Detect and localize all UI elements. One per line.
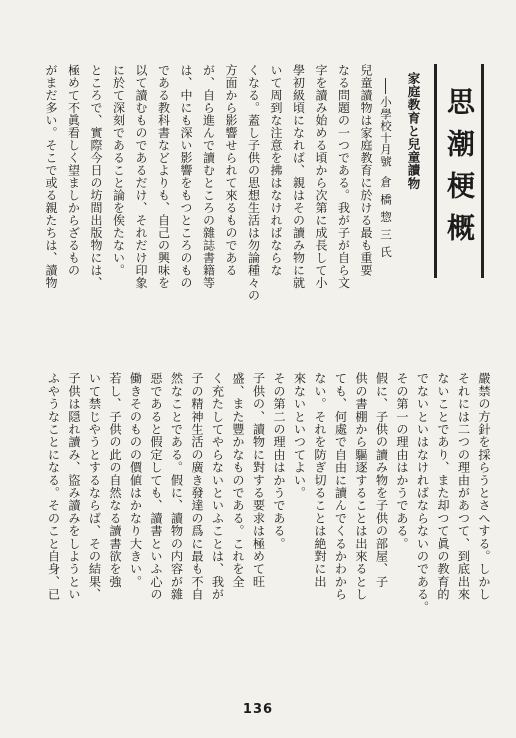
text-column: くなる。蓋し子供の思想生活は勿論種々の [246, 64, 261, 302]
text-column: 働きそのものの價値はかなり大きい。 [128, 372, 143, 588]
text-column: 惡であると假定しても、讀書といふ心の [149, 372, 163, 601]
text-column: が、自ら進んで讀むところの雜誌書籍等 [201, 64, 216, 289]
issue-rule [385, 78, 386, 94]
article-source-issue: 小學校十月號 [379, 96, 393, 168]
text-column: 方面から影響せられて來るものである [224, 64, 238, 277]
text-column: 子供の、讀物に對する要求は極めて旺 [251, 372, 266, 588]
text-column: 假に、子供の讀み物を子供の部屋、子 [374, 372, 389, 588]
text-column: く充たしてやらないといふことは、我が [210, 372, 225, 601]
text-column: それには二つの理由があつて、到底出來 [456, 372, 471, 601]
text-column: その第二の理由はかうである。 [272, 372, 286, 550]
text-column: ふやうなことになる。そのこと自身、已 [46, 372, 61, 601]
text-column: がまだ多い。そこで或る親たちは、讀物 [44, 64, 58, 289]
text-column: に於て深刻であること論を俟たない。 [111, 64, 126, 277]
text-column: ても、何處で自由に讀んでくるかわから [333, 372, 348, 601]
text-column: その第一の理由はかうである。 [395, 372, 409, 550]
title-frame [434, 64, 484, 278]
text-column: 供の書棚から驅逐することは出來るとし [354, 372, 368, 601]
text-column: 若し、子供の此の自然なる讀書欲を強 [108, 372, 122, 588]
text-column: 嚴禁の方針を採らうとさへする。しかし [477, 372, 491, 601]
text-column: 來ないといつてよい。 [292, 372, 307, 499]
text-column: いて禁じやうとするならば、その結果、 [87, 372, 102, 601]
text-column: である教科書などよりも、自己の興味を [156, 64, 171, 289]
article-subtitle: 家庭教育と兒童讀物 [406, 72, 421, 190]
text-column: 極めて不眞看しく望ましからざるもの [66, 64, 81, 277]
text-column: なる問題の一つである。我が子が自ら文 [336, 64, 351, 289]
text-column: ないことであり、また却つて眞の教育的 [436, 372, 450, 601]
text-column: 子の精神生活の廣き發達の爲に最も不自 [190, 372, 204, 601]
text-column: ところで、實際今日の坊間出版物には、 [89, 64, 103, 289]
article-author: 倉橋惣三氏 [379, 176, 393, 264]
page-number: 136 [242, 702, 274, 717]
text-column: 以て讀むものであるだけ、それだけ印象 [134, 64, 148, 289]
text-column: は、中にも深い影響をもつところのもの [179, 64, 193, 289]
text-column: 子供は隠れ讀み、盜み讀みをしようとい [67, 372, 81, 601]
text-column: いて周到な注意を拂はなければならな [269, 64, 283, 277]
page-title: 思潮梗概 [443, 87, 476, 255]
text-column: でないといはなければならないのである。 [415, 372, 430, 614]
text-column: ない。それを防ぎ切ることは絶對に出 [313, 372, 327, 588]
text-column: 兒童讀物は家庭教育に於ける最も重要 [359, 64, 373, 277]
text-column: 學初級頃になれば、親はその讀み物に就 [291, 64, 306, 289]
text-column: 然なことである。假に、讀物の内容が雜 [169, 372, 184, 601]
text-column: 字を讀み始める頃から次第に成長して小 [314, 64, 328, 289]
text-column: 盛、また豐かなものである。これを全 [231, 372, 245, 588]
